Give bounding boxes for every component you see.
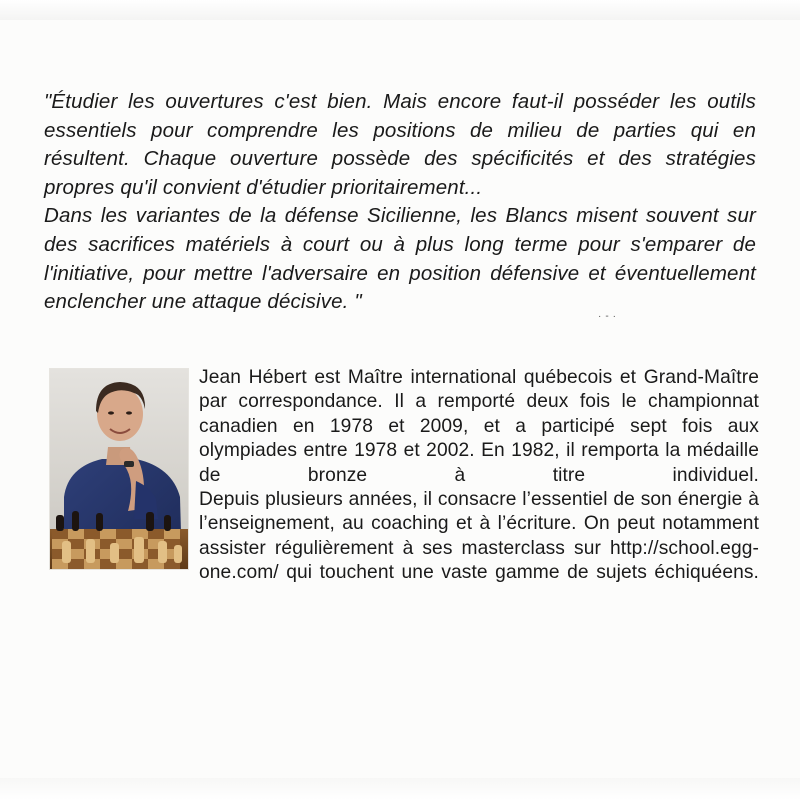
- quote-block: [44, 88, 756, 317]
- page-edge: [0, 0, 800, 20]
- author-bio: [199, 366, 759, 586]
- bio-paragraph-1: Jean Hébert est Maître international québecois et Grand-Maître par correspondance. Il a remporté deux fois le championnat canadien en 1978 et 2009, et a participé sept fois aux olympiades entre 1978 et 2002. En 1982, il remporta la médaille de bronze à titre individuel.: [199, 367, 759, 486]
- bio-paragraph-2: Depuis plusieurs années, il consacre l’essentiel de son énergie à l’enseignement, au coaching et à l’écriture. On peut notamment assister régulièrement à ses masterclass sur http://school.egg-one.com/ qui touchent une vaste gamme de sujets échiquéens.: [199, 489, 759, 584]
- page-edge-bottom: [0, 778, 800, 800]
- quote-paragraph-2: Dans les variantes de la défense Sicilienne, les Blancs misent souvent sur des sacrifices matériels à court ou à plus long terme pour s'emparer de l'initiative, pour mettre l'adversaire en position défensive et éventuellement enclencher une attaque décisive. ": [44, 204, 756, 314]
- quote-paragraph-1: "Étudier les ouvertures c'est bien. Mais encore faut-il posséder les outils essentiels pour comprendre les positions de milieu de parties qui en résultent. Chaque ouverture possède des spécificités et des stratégies propres qu'il convient d'étudier prioritairement...: [44, 90, 756, 199]
- author-portrait-icon: [50, 369, 188, 569]
- author-photo: [50, 369, 188, 569]
- print-speck: ·‐·: [598, 311, 620, 322]
